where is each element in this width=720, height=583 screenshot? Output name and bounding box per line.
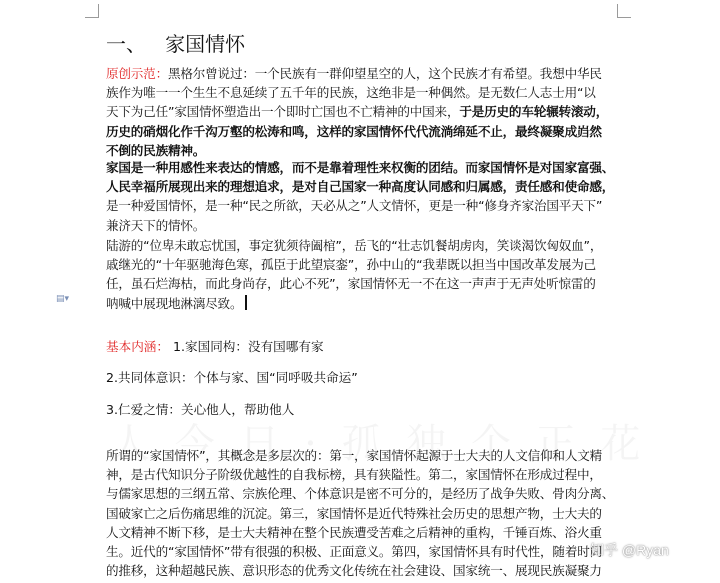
- para2-line-4: 兼济天下的情怀。: [106, 217, 206, 233]
- paragraph-original-example[interactable]: [106, 64, 626, 160]
- text-cursor: [245, 295, 247, 310]
- section-heading: [106, 30, 245, 58]
- paragraph-concept-levels[interactable]: [106, 446, 626, 580]
- crop-mark-top-left: [85, 4, 99, 18]
- para4-line-2: 神，是古代知识分子阶级优越性的自我标榜，具有狭隘性。第二，家国情怀在形成过程中，: [106, 467, 602, 483]
- paragraph-quotes[interactable]: [106, 236, 626, 313]
- para3-line-1: 陆游的“位卑未敢忘忧国，事定犹须待阖棺”，岳飞的“壮志饥餐胡虏肉，笑谈渴饮匈奴血”，: [106, 238, 603, 253]
- para3-line-4: 呐喊中展现地淋漓尽致。: [106, 294, 626, 313]
- para3-line-2: 戚继光的“十年驱驰海色寒，孤臣于此望宸銮”，孙中山的“我辈既以担当中国改革发展为己: [106, 257, 596, 273]
- para1-line-3: 天下为己任”家国情怀塑造出一个即时亡国也不亡精神的中国来，于是历史的车轮辗转滚动，: [106, 104, 609, 120]
- para1-line-1: 原创示范：黑格尔曾说过：一个民族有一群仰望星空的人，这个民族才有希望。我想中华民: [106, 66, 602, 81]
- zhihu-credit-watermark: 知乎 @Ryan: [590, 542, 669, 558]
- para1-line-4: 历史的硝烟化作千沟万壑的松涛和鸣，这样的家国情怀代代流淌绵延不止，最终凝聚成岿然: [106, 123, 602, 139]
- para4-line-6: 生。近代的“家国情怀”带有很强的积极、正面意义。第四，家国情怀具有时代性，随着时间: [106, 543, 603, 559]
- heading-title: 家国情怀: [165, 32, 246, 56]
- crop-mark-top-right: [617, 4, 631, 18]
- heading-number: 一、: [106, 32, 146, 56]
- para2-line-3: 是一种爱国情怀，是一种“民之所欲，天必从之”人文情怀，更是一种“修身齐家治国平天下”: [106, 198, 603, 214]
- para1-line-5: 不倒的民族精神。: [106, 142, 206, 158]
- para1-line-2: 族作为唯一一个生生不息延续了五千年的民族，这绝非是一种偶然。是无数仁人志士用“以: [106, 85, 596, 101]
- connotation-item-2[interactable]: 2.共同体意识：个体与家、国“同呼吸共命运”: [106, 370, 358, 385]
- paragraph-definition[interactable]: [106, 158, 626, 235]
- paragraph-marker-icon[interactable]: ▤▾: [56, 294, 70, 304]
- para4-line-7: 的推移，这种超越民族、意识形态的优秀文化传统在社会建设、国家统一、展现民族凝聚力: [106, 563, 602, 579]
- original-example-label: 原创示范：: [106, 66, 168, 81]
- connotation-item-1[interactable]: 基本内涵： 1.家国同构：没有国哪有家: [106, 339, 324, 354]
- para4-line-4: 国破家亡之后伤痛思维的沉淀。第三，家国情怀是近代特殊社会历史的思想产物，士大夫的: [106, 505, 602, 521]
- connotation-item-3[interactable]: 3.仁爱之情：关心他人，帮助他人: [106, 402, 295, 417]
- para4-line-3: 与儒家思想的三纲五常、宗族伦理、个体意识是密不可分的，是经历了战争失败、骨肉分离、: [106, 486, 615, 502]
- para3-line-3: 任，虽石烂海枯，而此身尚存，此心不死”，家国情怀无一不在这一声声于无声处听惊雷的: [106, 276, 596, 292]
- para2-line-1: 家国是一种用感性来表达的情感，而不是靠着理性来权衡的团结。而家国情怀是对国家富强、: [106, 160, 615, 175]
- basic-connotation-label: 基本内涵：: [106, 339, 169, 354]
- para4-line-1: 所谓的“家国情怀”，其概念是多层次的：第一，家国情怀起源于士大夫的人文信仰和人文精: [106, 448, 603, 463]
- para4-line-5: 人文精神不断下移，是士大夫精神在整个民族遭受苦难之后精神的重构，千锤百炼、浴火重: [106, 524, 602, 540]
- para2-line-2: 人民幸福所展现出来的理想追求，是对自己国家一种高度认同感和归属感，责任感和使命感，: [106, 179, 615, 195]
